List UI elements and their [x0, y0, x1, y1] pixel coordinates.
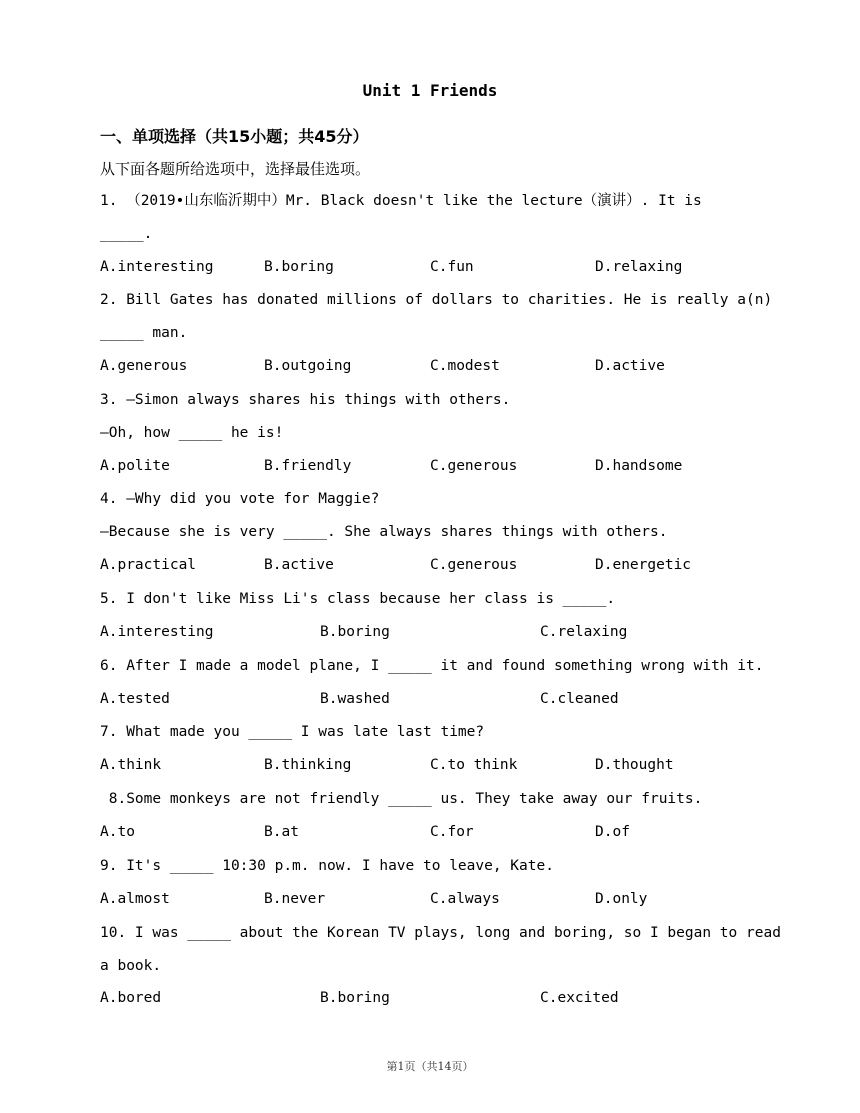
question-5-stem-line-1: 5. I don't like Miss Li's class because her class is _____.: [100, 591, 616, 607]
question-3-option-d: D.handsome: [595, 458, 683, 474]
question-9-option-a: A.almost: [100, 891, 170, 907]
question-3-stem-line-2: —Oh, how _____ he is!: [100, 425, 284, 441]
question-7-stem-line-1: 7. What made you _____ I was late last time?: [100, 724, 485, 740]
question-10-option-c: C.excited: [540, 990, 619, 1006]
question-2-option-b: B.outgoing: [264, 358, 352, 374]
question-1-stem-line-2: _____.: [100, 226, 153, 242]
question-3-option-b: B.friendly: [264, 458, 352, 474]
question-6-option-a: A.tested: [100, 691, 170, 707]
question-4-option-d: D.energetic: [595, 557, 692, 573]
question-2-stem-line-1: 2. Bill Gates has donated millions of dollars to charities. He is really a(n): [100, 292, 773, 308]
question-1-stem-line-1: 1. （2019•山东临沂期中）Mr. Black doesn't like the lecture（演讲）. It is: [100, 193, 702, 209]
question-2-option-d: D.active: [595, 358, 665, 374]
question-9-option-d: D.only: [595, 891, 648, 907]
question-4-stem-line-2: —Because she is very _____. She always shares things with others.: [100, 524, 668, 540]
question-10-stem-line-1: 10. I was _____ about the Korean TV plays, long and boring, so I began to read: [100, 925, 781, 941]
question-9-stem-line-1: 9. It's _____ 10:30 p.m. now. I have to leave, Kate.: [100, 858, 554, 874]
question-7-option-a: A.think: [100, 757, 162, 773]
question-3-option-a: A.polite: [100, 458, 170, 474]
question-7-option-d: D.thought: [595, 757, 674, 773]
question-4-option-b: B.active: [264, 557, 334, 573]
question-2-stem-line-2: _____ man.: [100, 325, 188, 341]
question-1-option-d: D.relaxing: [595, 259, 683, 275]
question-1-option-a: A.interesting: [100, 259, 214, 275]
question-5-option-b: B.boring: [320, 624, 390, 640]
question-7-option-b: B.thinking: [264, 757, 352, 773]
question-8-option-d: D.of: [595, 824, 630, 840]
question-10-stem-line-2: a book.: [100, 958, 162, 974]
question-10-option-a: A.bored: [100, 990, 162, 1006]
question-5-option-a: A.interesting: [100, 624, 214, 640]
question-6-stem-line-1: 6. After I made a model plane, I _____ it and found something wrong with it.: [100, 658, 764, 674]
question-3-option-c: C.generous: [430, 458, 518, 474]
question-8-option-a: A.to: [100, 824, 135, 840]
question-2-option-c: C.modest: [430, 358, 500, 374]
question-1-option-b: B.boring: [264, 259, 334, 275]
question-8-option-b: B.at: [264, 824, 299, 840]
question-7-option-c: C.to think: [430, 757, 518, 773]
question-4-stem-line-1: 4. —Why did you vote for Maggie?: [100, 491, 380, 507]
page-footer: 第1页（共14页）: [386, 1060, 474, 1073]
question-3-stem-line-1: 3. —Simon always shares his things with others.: [100, 392, 511, 408]
question-9-option-b: B.never: [264, 891, 326, 907]
instruction-text: 从下面各题所给选项中，选择最佳选项。: [100, 160, 371, 178]
question-2-option-a: A.generous: [100, 358, 188, 374]
document-title: Unit 1 Friends: [362, 81, 498, 100]
question-4-option-a: A.practical: [100, 557, 197, 573]
section-heading: 一、单项选择（共15小题；共45分）: [100, 127, 369, 146]
question-8-option-c: C.for: [430, 824, 474, 840]
question-4-option-c: C.generous: [430, 557, 518, 573]
question-6-option-c: C.cleaned: [540, 691, 619, 707]
question-5-option-c: C.relaxing: [540, 624, 628, 640]
question-10-option-b: B.boring: [320, 990, 390, 1006]
question-6-option-b: B.washed: [320, 691, 390, 707]
question-8-stem-line-1: 8.Some monkeys are not friendly _____ us. They take away our fruits.: [100, 791, 703, 807]
question-1-option-c: C.fun: [430, 259, 474, 275]
question-9-option-c: C.always: [430, 891, 500, 907]
